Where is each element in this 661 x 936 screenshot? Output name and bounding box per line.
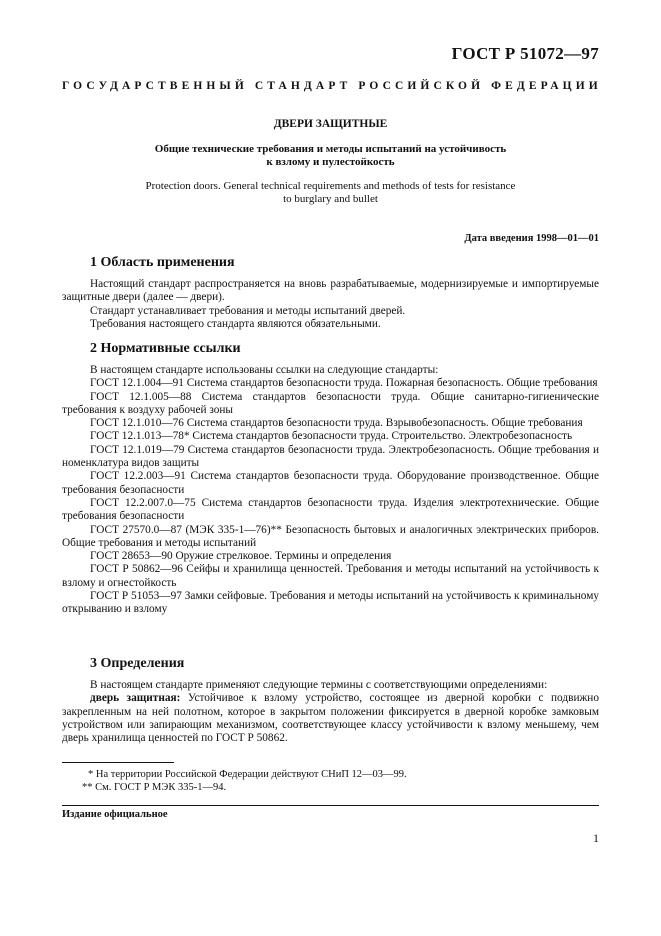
section-1 — [62, 254, 599, 331]
reference-item: ГОСТ 28653—90 Оружие стрелковое. Термины и определения — [90, 550, 392, 563]
reference-item: ГОСТ 12.2.007.0—75 Система стандартов безопасности труда. Изделия электротехнические. Общие требования безопасности — [62, 496, 599, 523]
subtitle-line: Общие технические требования и методы испытаний на устойчивость — [154, 143, 507, 155]
reference-item: ГОСТ 12.1.013—78* Система стандартов безопасности труда. Строительство. Электробезопасность — [90, 430, 573, 443]
reference-item: ГОСТ 12.1.005—88 Система стандартов безопасности труда. Общие санитарно-гигиенические требования к воздуху рабочей зоны — [62, 390, 599, 416]
effective-date: Дата введения 1998—01—01 — [464, 233, 599, 244]
paragraph: В настоящем стандарте применяют следующие термины с соответствующими определениями: — [90, 679, 548, 691]
footnote: ** См. ГОСТ Р МЭК 335-1—94. — [82, 782, 227, 793]
section-heading: 2 Нормативные ссылки — [90, 341, 241, 356]
reference-item: ГОСТ Р 50862—96 Сейфы и хранилища ценностей. Требования и методы испытаний на устойчивость к взлому и огнестойкость — [62, 563, 599, 589]
section-3 — [62, 655, 599, 745]
paragraph: Требования настоящего стандарта являются обязательными. — [90, 317, 381, 330]
paragraph: В настоящем стандарте использованы ссылки на следующие стандарты: — [90, 364, 439, 376]
reference-item: ГОСТ Р 51053—97 Замки сейфовые. Требования и методы испытаний на устойчивость к криминальному открыванию и взлому — [62, 590, 599, 616]
subtitle-line: к взлому и пулестойкость — [266, 156, 395, 168]
paragraph: Стандарт устанавливает требования и методы испытаний дверей. — [90, 304, 406, 317]
section-heading: 3 Определения — [90, 656, 185, 671]
reference-item: ГОСТ 12.2.003—91 Система стандартов безопасности труда. Оборудование производственное. Общие требования безопасности — [62, 470, 599, 496]
english-title-line: to burglary and bullet — [283, 193, 378, 205]
section-2 — [62, 340, 599, 617]
footnote: * На территории Российской Федерации действуют СНиП 12—03—99. — [88, 769, 407, 780]
reference-item: ГОСТ 12.1.019—79 Система стандартов безопасности труда. Электробезопасность. Общие требования и номенклатура видов защиты — [62, 443, 599, 470]
english-title — [100, 180, 561, 206]
edition-label: Издание официальное — [62, 809, 168, 820]
document-title: ДВЕРИ ЗАЩИТНЫЕ — [273, 118, 388, 130]
definition-text: Устойчивое к взлому устройство, состоящее из дверной коробки с подвижно закрепленным на ней полотном, которое в закрытом положении фиксируется в дверной коробке замковым устройством или запирающим механизмом, соответствующее классу устойчивости к взлому меньшему, чем дверь хранилища ценностей по ГОСТ Р 50862. — [62, 692, 599, 745]
footnote-divider — [62, 762, 174, 763]
state-standard-banner: ГОСУДАРСТВЕННЫЙ СТАНДАРТ РОССИЙСКОЙ ФЕДЕРАЦИИ — [62, 80, 602, 92]
document-subtitle — [100, 143, 561, 169]
definition-paragraph — [62, 692, 599, 745]
paragraph: Настоящий стандарт распространяется на вновь разрабатываемые, модернизируемые и импортируемые защитные двери (далее — двери). — [62, 278, 599, 304]
section-heading: 1 Область применения — [90, 255, 235, 270]
reference-item: ГОСТ 12.1.010—76 Система стандартов безопасности труда. Взрывобезопасность. Общие требования — [90, 417, 583, 430]
english-title-line: Protection doors. General technical requirements and methods of tests for resistance — [145, 180, 516, 192]
page-number: 1 — [593, 831, 599, 845]
footnotes — [62, 768, 599, 794]
reference-item: ГОСТ 27570.0—87 (МЭК 335-1—76)** Безопасность бытовых и аналогичных электрических приборов. Общие требования и методы испытаний — [62, 523, 599, 549]
defined-term: дверь защитная: — [90, 692, 181, 705]
standard-code: ГОСТ Р 51072—97 — [451, 44, 599, 63]
reference-item: ГОСТ 12.1.004—91 Система стандартов безопасности труда. Пожарная безопасность. Общие требования — [90, 377, 598, 390]
bottom-divider — [62, 805, 599, 806]
